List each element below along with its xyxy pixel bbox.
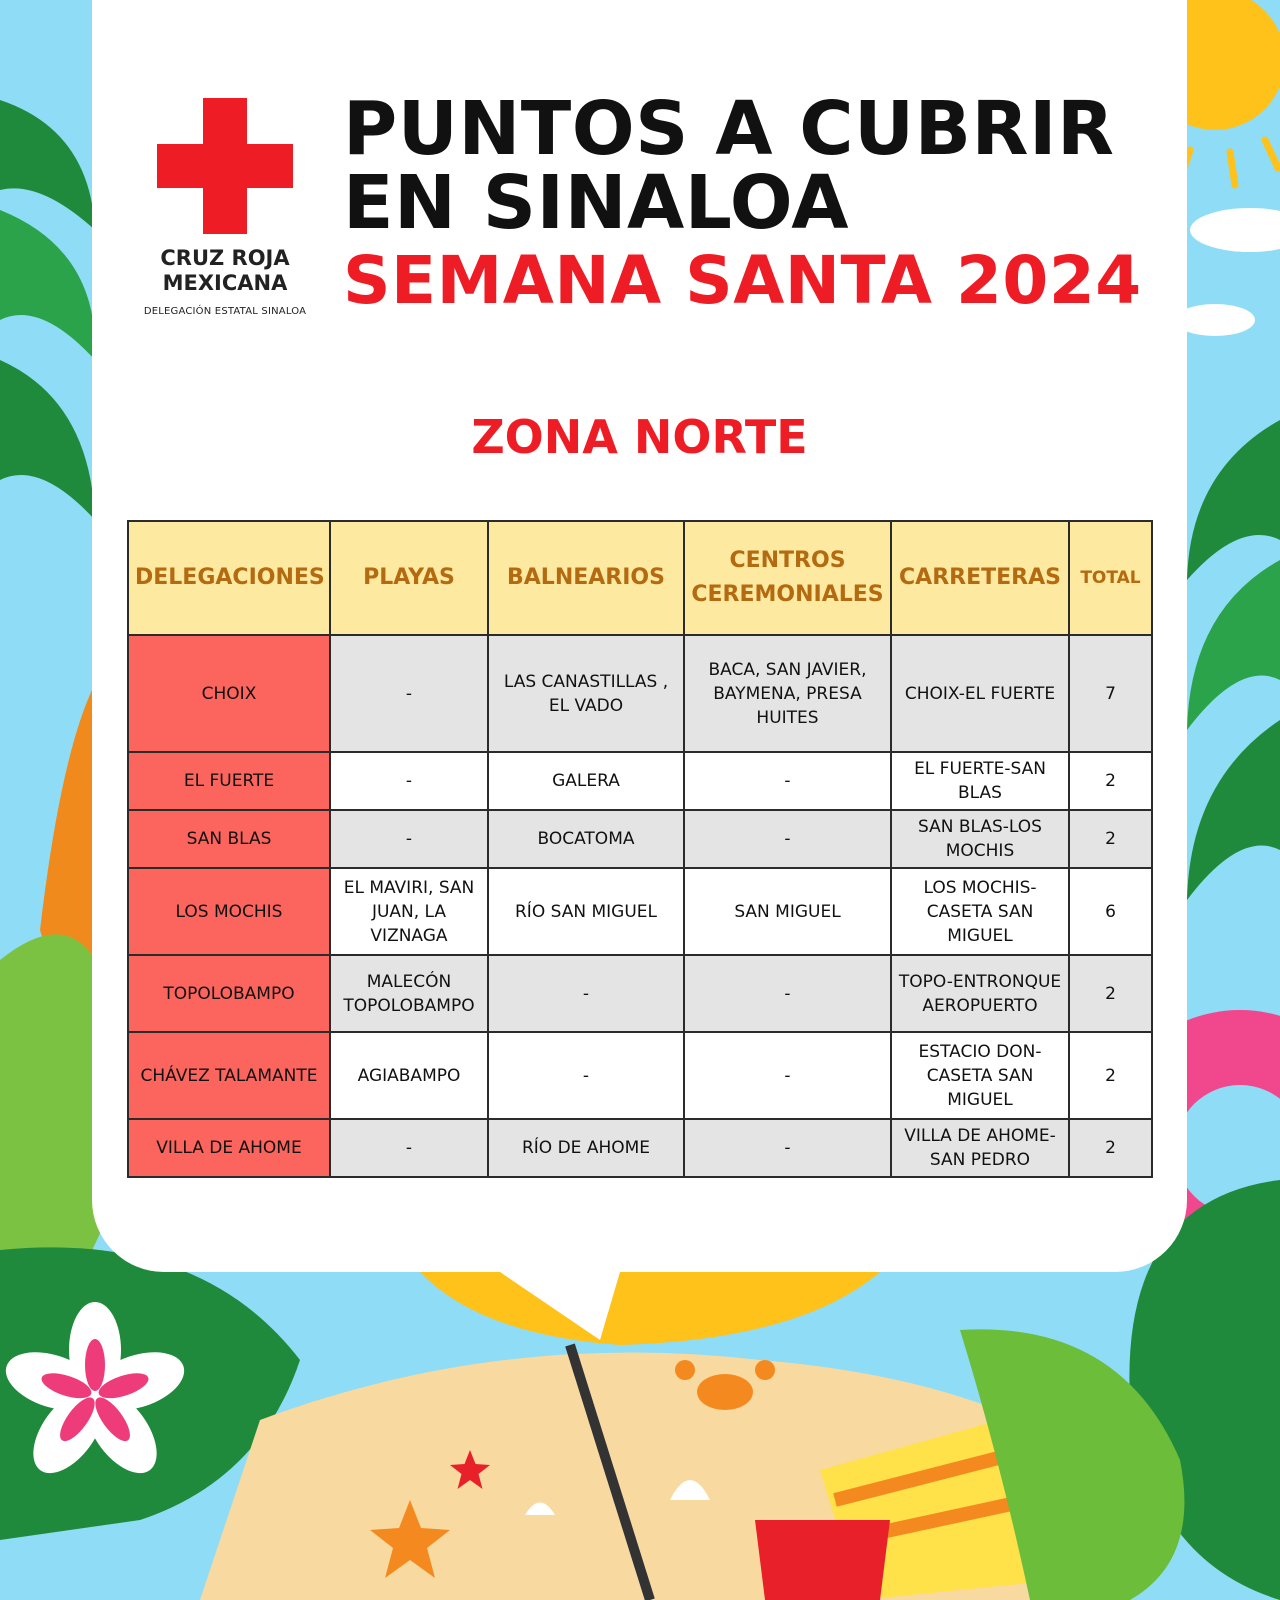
zone-heading: ZONA NORTE <box>471 410 808 464</box>
header-delegaciones: DELEGACIONES <box>128 521 330 635</box>
cell-carreteras: LOS MOCHIS-CASETA SAN MIGUEL <box>891 868 1069 955</box>
cell-balnearios: - <box>488 955 684 1032</box>
header-carreteras: CARRETERAS <box>891 521 1069 635</box>
cell-carreteras: EL FUERTE-SAN BLAS <box>891 752 1069 810</box>
cell-total: 2 <box>1069 1032 1152 1119</box>
table-row <box>128 635 1152 752</box>
cell-delegacion: VILLA DE AHOME <box>128 1119 330 1177</box>
header-total: TOTAL <box>1069 521 1152 635</box>
cell-playas: EL MAVIRI, SAN JUAN, LA VIZNAGA <box>330 868 488 955</box>
table-row <box>128 868 1152 955</box>
table-header-row <box>128 521 1152 635</box>
cell-delegacion: CHÁVEZ TALAMANTE <box>128 1032 330 1119</box>
cell-carreteras: VILLA DE AHOME-SAN PEDRO <box>891 1119 1069 1177</box>
cruz-roja-logo <box>130 98 320 317</box>
cell-total: 6 <box>1069 868 1152 955</box>
cell-playas: MALECÓN TOPOLOBAMPO <box>330 955 488 1032</box>
cell-carreteras: ESTACIO DON-CASETA SAN MIGUEL <box>891 1032 1069 1119</box>
logo-subtitle: DELEGACIÓN ESTATAL SINALOA <box>143 306 307 317</box>
page-title <box>343 86 1243 322</box>
cell-centros: - <box>684 810 891 868</box>
cell-delegacion: LOS MOCHIS <box>128 868 330 955</box>
cell-playas: - <box>330 635 488 752</box>
table-row <box>128 810 1152 868</box>
cell-balnearios: GALERA <box>488 752 684 810</box>
coverage-table <box>127 520 1153 1178</box>
cell-playas: AGIABAMPO <box>330 1032 488 1119</box>
cell-delegacion: SAN BLAS <box>128 810 330 868</box>
cell-playas: - <box>330 752 488 810</box>
cell-playas: - <box>330 1119 488 1177</box>
cell-total: 2 <box>1069 810 1152 868</box>
cell-balnearios: LAS CANASTILLAS , EL VADO <box>488 635 684 752</box>
cell-carreteras: TOPO-ENTRONQUE AEROPUERTO <box>891 955 1069 1032</box>
table-row <box>128 752 1152 810</box>
cell-total: 2 <box>1069 752 1152 810</box>
cell-total: 2 <box>1069 1119 1152 1177</box>
cell-centros: BACA, SAN JAVIER, BAYMENA, PRESA HUITES <box>684 635 891 752</box>
cell-centros: - <box>684 752 891 810</box>
header-playas: PLAYAS <box>330 521 488 635</box>
table-row <box>128 1032 1152 1119</box>
cell-balnearios: BOCATOMA <box>488 810 684 868</box>
title-line-2: EN SINALOA <box>343 160 849 246</box>
cell-carreteras: SAN BLAS-LOS MOCHIS <box>891 810 1069 868</box>
cell-playas: - <box>330 810 488 868</box>
cell-balnearios: RÍO DE AHOME <box>488 1119 684 1177</box>
cell-balnearios: RÍO SAN MIGUEL <box>488 868 684 955</box>
cell-total: 2 <box>1069 955 1152 1032</box>
cell-delegacion: EL FUERTE <box>128 752 330 810</box>
title-line-1: PUNTOS A CUBRIR <box>343 86 1115 172</box>
cell-delegacion: CHOIX <box>128 635 330 752</box>
title-line-3: SEMANA SANTA 2024 <box>343 242 1142 319</box>
cell-delegacion: TOPOLOBAMPO <box>128 955 330 1032</box>
cell-centros: - <box>684 1032 891 1119</box>
cell-carreteras: CHOIX-EL FUERTE <box>891 635 1069 752</box>
table-row <box>128 955 1152 1032</box>
cell-centros: - <box>684 955 891 1032</box>
logo-name: CRUZ ROJA MEXICANA <box>160 246 290 295</box>
cell-centros: - <box>684 1119 891 1177</box>
cell-centros: SAN MIGUEL <box>684 868 891 955</box>
cell-total: 7 <box>1069 635 1152 752</box>
red-cross-icon <box>157 98 293 234</box>
cell-balnearios: - <box>488 1032 684 1119</box>
header-centros-ceremoniales: CENTROS CEREMONIALES <box>684 521 891 635</box>
table-row <box>128 1119 1152 1177</box>
header-balnearios: BALNEARIOS <box>488 521 684 635</box>
